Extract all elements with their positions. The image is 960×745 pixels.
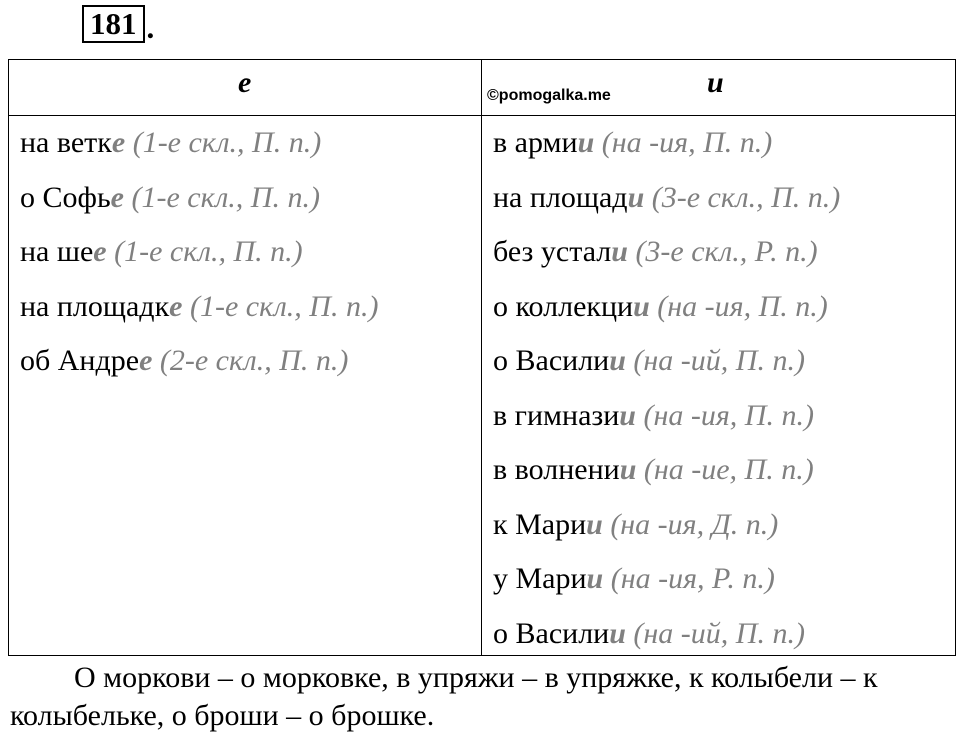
word-stem: на площад xyxy=(493,180,628,214)
word-ending: е xyxy=(111,126,126,159)
table-row xyxy=(493,552,840,607)
word-stem: на ветк xyxy=(20,126,112,159)
word-ending: е xyxy=(93,235,107,268)
word-ending: и xyxy=(619,398,636,432)
grammar-note: (3-е скл., Р. п.) xyxy=(635,235,818,268)
word-stem: к Мари xyxy=(493,507,587,541)
word-ending: е xyxy=(110,180,124,214)
word-stem: в гимнази xyxy=(493,398,620,432)
exercise-number-box: 181 xyxy=(82,5,145,43)
answer-paragraph: О моркови – о морковке, в упряжи – в упряжке, к колыбели – к колыбельке, о броши – о брошке. xyxy=(10,661,878,732)
table-row xyxy=(493,607,840,662)
grammar-note: (на -ий, П. п.) xyxy=(633,344,805,377)
table-row xyxy=(493,171,840,226)
word-ending: и xyxy=(586,562,604,595)
grammar-note: (на -ия, П. п.) xyxy=(643,398,814,432)
word-stem: об Андре xyxy=(20,344,140,377)
word-stem: без устал xyxy=(493,235,612,268)
grammar-note: (на -ие, П. п.) xyxy=(643,453,814,486)
word-ending: е xyxy=(139,344,153,377)
word-ending: и xyxy=(609,616,626,650)
grammar-note: (1-е скл., П. п.) xyxy=(114,235,303,268)
word-ending: и xyxy=(619,453,637,486)
word-stem: у Мари xyxy=(493,562,587,595)
grammar-note: (на -ия, Р. п.) xyxy=(610,562,775,595)
grammar-note: (на -ия, П. п.) xyxy=(657,289,828,323)
word-ending: и xyxy=(577,126,595,159)
column-e xyxy=(20,116,378,389)
table-row xyxy=(20,334,378,389)
word-stem: о коллекци xyxy=(493,289,634,323)
header-e: е xyxy=(238,66,252,99)
word-stem: в волнени xyxy=(493,453,620,486)
column-i xyxy=(493,116,840,661)
word-stem: на ше xyxy=(20,235,94,268)
word-ending: е xyxy=(169,289,183,323)
column-divider xyxy=(481,60,482,655)
word-ending: и xyxy=(586,507,603,541)
table-row xyxy=(493,334,840,389)
table-row xyxy=(493,498,840,553)
table-row xyxy=(493,225,840,280)
table-row xyxy=(493,443,840,498)
word-ending: и xyxy=(611,235,628,268)
answer-table xyxy=(8,59,956,656)
word-ending: и xyxy=(627,180,645,214)
table-row xyxy=(493,280,840,335)
grammar-note: (на -ий, П. п.) xyxy=(633,616,805,650)
word-ending: и xyxy=(633,289,650,323)
word-stem: о Софь xyxy=(20,180,111,214)
grammar-note: (2-е скл., П. п.) xyxy=(159,344,349,377)
word-stem: в арми xyxy=(493,126,578,159)
header-i: и xyxy=(707,66,724,99)
table-row xyxy=(20,280,378,335)
table-row xyxy=(20,225,378,280)
grammar-note: (1-е скл., П. п.) xyxy=(189,289,379,323)
grammar-note: (на -ия, П. п.) xyxy=(601,126,773,159)
exercise-number-dot: . xyxy=(146,10,155,45)
grammar-note: (3-е скл., П. п.) xyxy=(651,180,841,214)
grammar-note: (1-е скл., П. п.) xyxy=(131,180,320,214)
table-row xyxy=(20,116,378,171)
grammar-note: (на -ия, Д. п.) xyxy=(610,507,779,541)
table-row xyxy=(493,116,840,171)
word-stem: о Васили xyxy=(493,344,610,377)
word-ending: и xyxy=(609,344,626,377)
word-stem: на площадк xyxy=(20,289,170,323)
grammar-note: (1-е скл., П. п.) xyxy=(132,126,322,159)
table-row xyxy=(493,389,840,444)
watermark: ©pomogalka.me xyxy=(487,87,611,104)
word-stem: о Васили xyxy=(493,616,610,650)
exercise-number xyxy=(82,5,154,43)
table-row xyxy=(20,171,378,226)
